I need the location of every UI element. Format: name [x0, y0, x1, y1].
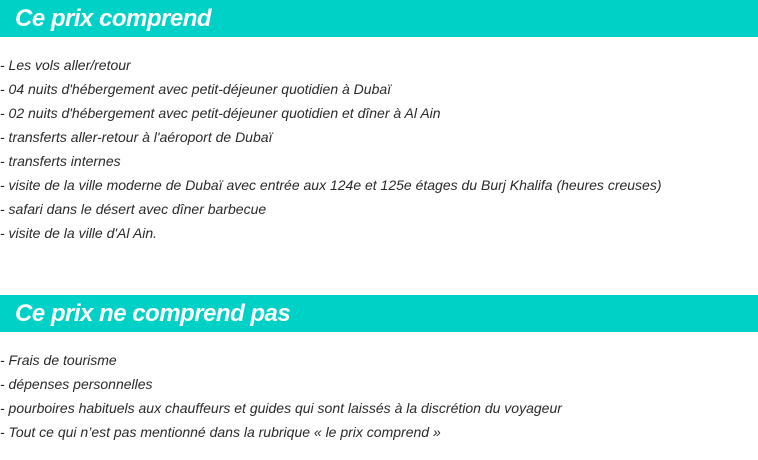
included-item: - visite de la ville d'Al Ain. — [0, 225, 157, 241]
excluded-item: - pourboires habituels aux chauffeurs et guides qui sont laissés à la discrétion du voyageur — [0, 400, 562, 416]
included-section-title: Ce prix comprend — [15, 4, 212, 32]
excluded-section-title: Ce prix ne comprend pas — [15, 299, 291, 327]
excluded-item: - Tout ce qui n’est pas mentionné dans la rubrique « le prix comprend » — [0, 424, 441, 440]
excluded-items-list — [0, 348, 562, 444]
included-items-list — [0, 53, 662, 245]
included-item: - visite de la ville moderne de Dubaï avec entrée aux 124e et 125e étages du Burj Khalifa (heures creuses) — [0, 177, 662, 193]
included-item: - Les vols aller/retour — [0, 57, 131, 73]
excluded-section-header — [0, 295, 758, 332]
included-section-header — [0, 0, 758, 37]
excluded-item: - dépenses personnelles — [0, 376, 153, 392]
included-item: - 04 nuits d'hébergement avec petit-déjeuner quotidien à Dubaï — [0, 81, 392, 97]
excluded-item: - Frais de tourisme — [0, 352, 117, 368]
included-item: - safari dans le désert avec dîner barbecue — [0, 201, 267, 217]
included-item: - transferts internes — [0, 153, 121, 169]
included-item: - 02 nuits d'hébergement avec petit-déjeuner quotidien et dîner à Al Ain — [0, 105, 441, 121]
included-item: - transferts aller-retour à l'aéroport de Dubaï — [0, 129, 273, 145]
